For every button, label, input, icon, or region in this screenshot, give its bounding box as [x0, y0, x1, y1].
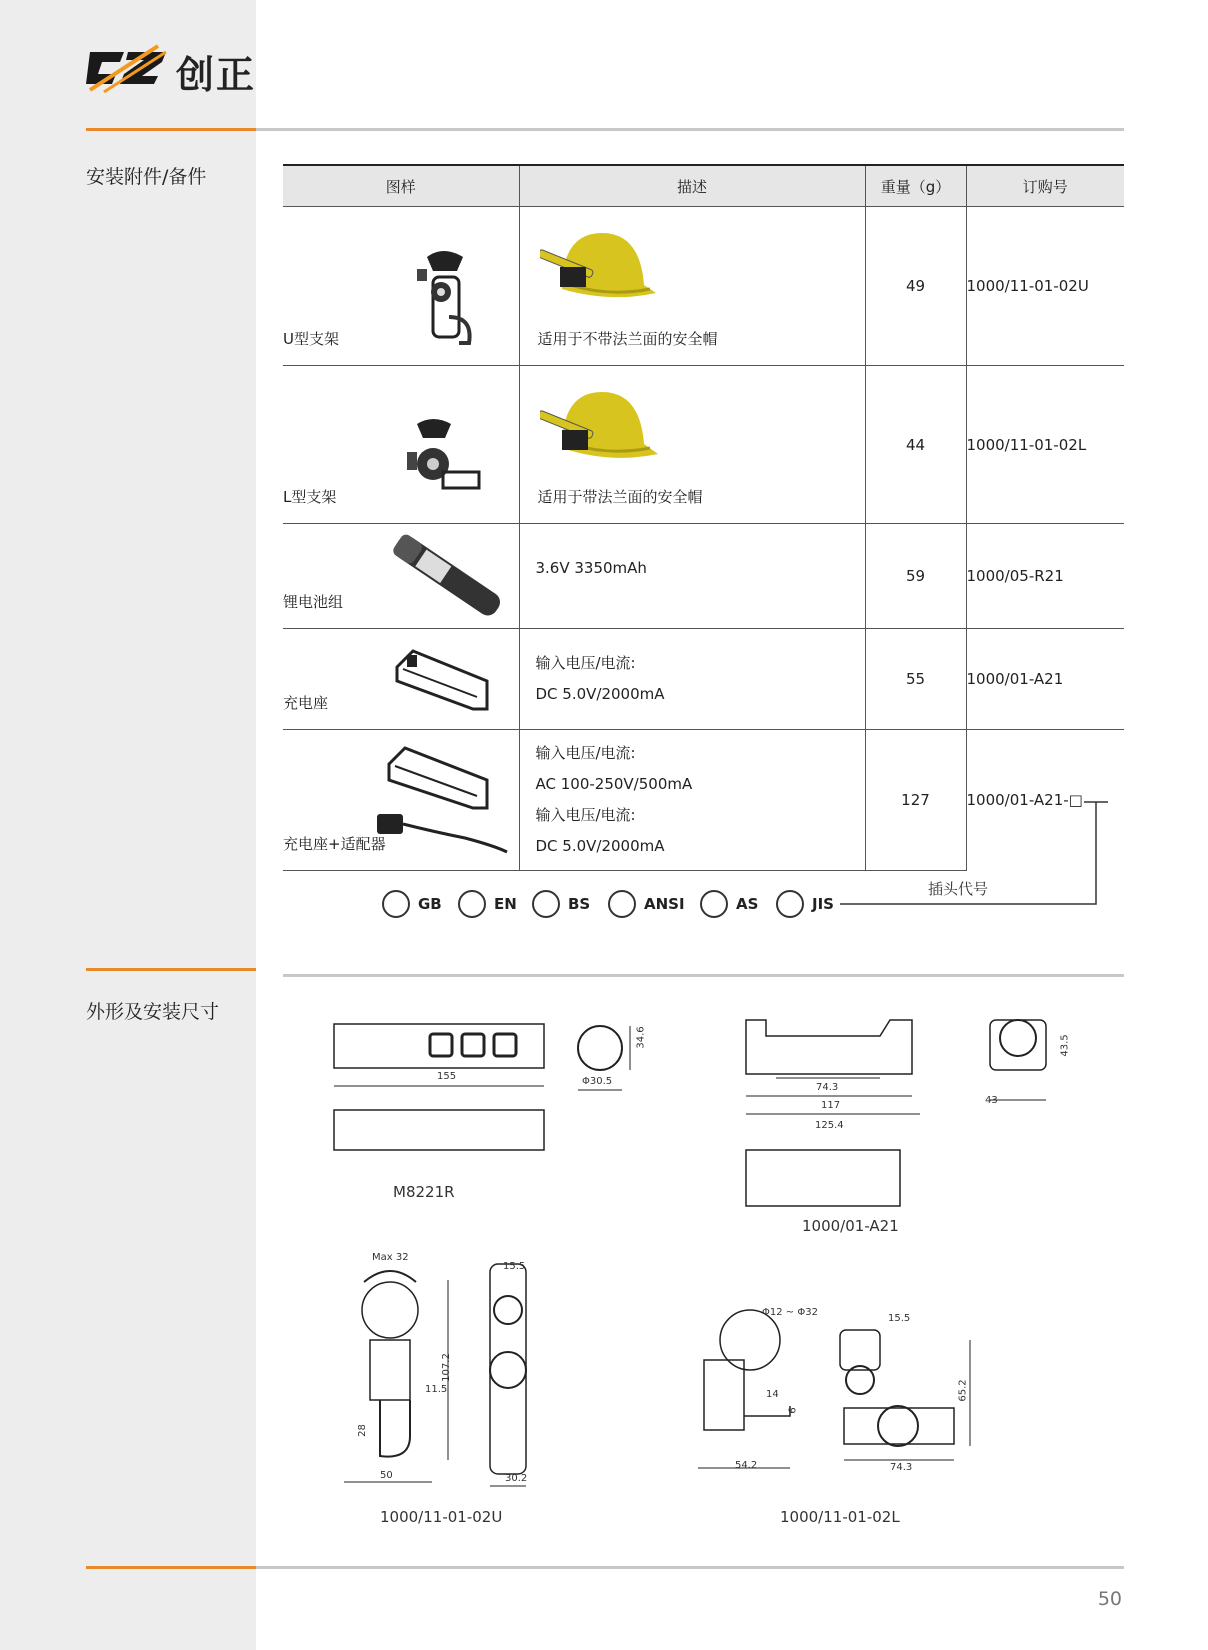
plug-icon: [458, 890, 486, 918]
row-weight: 49: [865, 207, 966, 366]
plug-ansi: [608, 890, 685, 918]
divider-rule: [283, 974, 1124, 977]
drawing-caption: 1000/11-01-02L: [780, 1508, 900, 1526]
plug-label: EN: [494, 895, 517, 913]
accent-rule: [86, 128, 256, 131]
header-description: 描述: [519, 165, 865, 207]
plug-icon: [382, 890, 410, 918]
section-title-dimensions: 外形及安装尺寸: [86, 1001, 220, 1023]
row-description: 3.6V 3350mAh: [535, 558, 647, 577]
plug-icon: [532, 890, 560, 918]
dim-label: 43.5: [1059, 1034, 1071, 1057]
sidebar-band: [0, 0, 256, 1650]
dim-label: 74.3: [816, 1082, 839, 1093]
row-label: 充电座+适配器: [283, 835, 386, 853]
header-weight: 重量（g）: [865, 165, 966, 207]
row-label: 锂电池组: [283, 593, 344, 611]
dim-label: 6: [787, 1407, 799, 1414]
table-row: [283, 524, 1124, 629]
table-row: [283, 207, 1124, 366]
brand-logo: [86, 40, 170, 96]
plug-label: ANSI: [644, 895, 685, 913]
description-line: AC 100-250V/500mA: [535, 775, 693, 793]
plug-label: GB: [418, 895, 442, 913]
plug-code-label: 插头代号: [928, 880, 989, 898]
row-description: [520, 648, 865, 710]
drawing-caption: 1000/11-01-02U: [380, 1508, 503, 1526]
description-line: 输入电压/电流:: [535, 654, 636, 672]
divider-rule: [256, 1566, 1124, 1569]
charger-drawing: [740, 1010, 1080, 1210]
row-description: 适用于不带法兰面的安全帽: [537, 330, 718, 348]
row-order-number: 1000/11-01-02L: [966, 366, 1124, 524]
plug-label: AS: [736, 895, 759, 913]
accessories-table: [283, 164, 1124, 871]
table-header-row: [283, 165, 1124, 207]
plug-gb: [382, 890, 442, 918]
header-image: 图样: [283, 165, 519, 207]
description-line: 输入电压/电流:: [535, 806, 636, 824]
row-label: 充电座: [283, 694, 329, 712]
dim-label: 54.2: [735, 1460, 758, 1471]
plug-bs: [532, 890, 590, 918]
row-weight: 44: [865, 366, 966, 524]
row-label: U型支架: [283, 330, 339, 348]
row-order-number: 1000/05-R21: [966, 524, 1124, 629]
plug-label: JIS: [812, 895, 834, 913]
u-bracket-image: [413, 247, 483, 352]
table-row: [283, 366, 1124, 524]
description-line: DC 5.0V/2000mA: [535, 685, 665, 703]
battery-image: [378, 530, 518, 620]
accent-rule: [86, 968, 256, 971]
dim-label: 65.2: [957, 1379, 969, 1402]
row-order-number: 1000/11-01-02U: [966, 207, 1124, 366]
accent-rule: [86, 1566, 256, 1569]
page-number: 50: [1097, 1588, 1122, 1610]
section-title-accessories: 安装附件/备件: [86, 166, 207, 188]
row-order-number: 1000/01-A21: [966, 629, 1124, 730]
row-weight: 59: [865, 524, 966, 629]
row-weight: 55: [865, 629, 966, 730]
plug-as: [700, 890, 758, 918]
charger-adapter-image: [375, 742, 515, 860]
header-order-number: 订购号: [966, 165, 1124, 207]
dim-label: 43: [985, 1095, 998, 1106]
dim-label: 15.5: [503, 1261, 526, 1272]
dim-label: Φ30.5: [582, 1076, 613, 1087]
drawing-caption: M8221R: [393, 1183, 455, 1201]
dim-label: 107.2: [440, 1353, 452, 1382]
dim-label: 50: [380, 1470, 393, 1481]
charger-image: [393, 647, 493, 717]
helmet-flange-image: [540, 386, 660, 468]
row-label: L型支架: [283, 488, 337, 506]
dim-label: 117: [821, 1100, 841, 1111]
u-bracket-drawing: [340, 1250, 570, 1490]
dim-label: Max 32: [372, 1252, 409, 1263]
dim-label: 155: [437, 1071, 457, 1082]
l-bracket-image: [403, 416, 483, 496]
dim-label: 14: [766, 1389, 779, 1400]
helmet-image: [540, 227, 660, 309]
description-line: DC 5.0V/2000mA: [535, 837, 665, 855]
divider-rule: [256, 128, 1124, 131]
dim-label: 15.5: [888, 1313, 911, 1324]
drawing-caption: 1000/01-A21: [802, 1217, 899, 1235]
dim-label: 34.6: [635, 1026, 647, 1049]
row-weight: 127: [865, 730, 966, 871]
plug-label: BS: [568, 895, 591, 913]
plug-icon: [700, 890, 728, 918]
brand-name: 创正: [176, 53, 257, 97]
row-order-number: 1000/01-A21-□: [966, 791, 1083, 810]
dim-label: 74.3: [890, 1462, 913, 1473]
row-description: 适用于带法兰面的安全帽: [537, 488, 703, 506]
dim-label: 30.2: [505, 1473, 528, 1484]
plug-jis: [776, 890, 834, 918]
dim-label: 11.5: [425, 1384, 448, 1395]
dim-label: 125.4: [815, 1120, 844, 1131]
dim-label: 28: [356, 1424, 368, 1437]
plug-en: [458, 890, 517, 918]
table-row: [283, 629, 1124, 730]
plug-icon: [776, 890, 804, 918]
row-description: [520, 738, 865, 862]
description-line: 输入电压/电流:: [535, 744, 636, 762]
dim-label: Φ12 ~ Φ32: [762, 1307, 818, 1318]
plug-icon: [608, 890, 636, 918]
